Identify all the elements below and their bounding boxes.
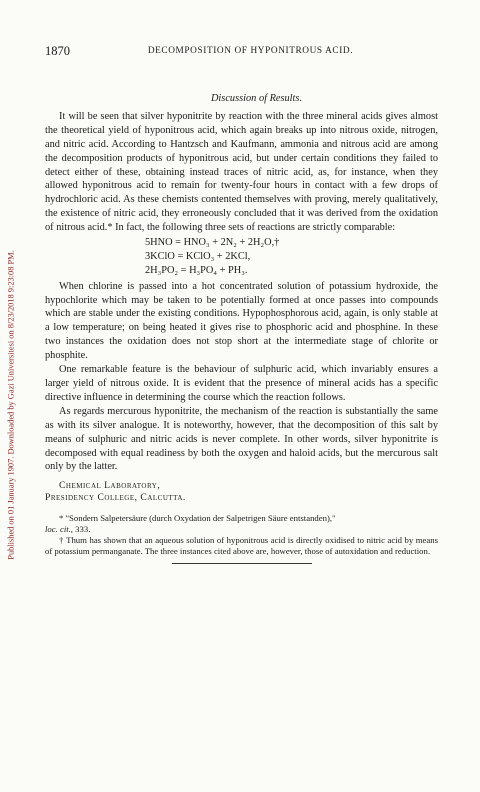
equation-3: 2H₃PO₂ = H₃PO₄ + PH₃. [145,265,248,277]
paragraph-2: When chlorine is passed into a hot concentrated solution of potassium hydroxide, the hypochlorite which may be taken to be potentially formed at once passes into compounds which are stable under the existing conditions. Hypophosphorous acid, again, is only stable at a low temperature; on being heated it gives rise to phosphoric acid and phosphine. In these two instances the oxidation does not stop short at the intermediate stage of chlorite or phosphite. [45,280,438,362]
download-stamp-text: Published on 01 January 1907. Downloaded by Gazi Universitesi on 8/23/2018 9:23:08 PM. [6,250,16,560]
equation-1: 5HNO = HNO₃ + 2N₂ + 2H₂O,† [145,237,280,249]
page-header [45,44,438,60]
footnotes [45,513,438,564]
paragraph-3: One remarkable feature is the behaviour of sulphuric acid, which invariably ensures a larger yield of nitrous oxide. It is evident that the presence of mineral acids has a specific directive influence in determining the course which the reaction follows. [45,364,438,403]
end-rule [172,563,312,564]
footnote-2: † Thum has shown that an aqueous solution of hyponitrous acid is directly oxidised to nitric acid by means of potassium permanganate. The three instances cited above are, however, those of autoxidation and reduction. [45,535,438,557]
section-title: Discussion of Results. [210,93,303,104]
affiliation [45,480,438,504]
affiliation-college: Presidency College, Calcutta. [45,492,186,504]
equation-2: 3KClO = KClO₃ + 2KCl, [145,251,251,263]
footnote-1-page: 333. [72,524,91,535]
running-title: DECOMPOSITION OF HYPONITROUS ACID. [147,45,354,56]
equation-block [45,236,438,279]
download-stamp [0,0,22,792]
footnote-1 [45,513,438,535]
page-number: 1870 [45,44,70,58]
footnote-1-quote: * "Sondern Salpetersäure (durch Oxydation der Salpetrigen Säure entstanden)," [59,513,336,524]
affiliation-lab: Chemical Laboratory, [59,480,161,492]
page-body [45,92,438,564]
footnote-1-ref: loc. cit., [45,524,73,535]
paragraph-4: As regards mercurous hyponitrite, the mechanism of the reaction is substantially the same as with its silver analogue. It is noteworthy, however, that the decomposition of this salt by means of sulphuric and nitric acids is never complete. In other words, silver hyponitrite is decomposed with equal readiness by both the oxygen and haloid acids, but the mercurous salt only by the latter. [45,405,438,473]
paragraph-1: It will be seen that silver hyponitrite by reaction with the three mineral acids gives almost the theoretical yield of hyponitrous acid, which again breaks up into nitrous oxide, nitrogen, and nitric acid. According to Hantzsch and Kaufmann, ammonia and nitrous acid are among the decomposition products of hyponitrous acid, but under certain conditions they failed to detect either of these, obtaining instead traces of nitric acid, as, for instance, when they allowed hyponitrous acid to remain for twenty-four hours in contact with a few drops of hydrochloric acid. As these chemists contented themselves with proving, merely qualitatively, the existence of nitric acid, they erroneously concluded that it was derived from the oxidation of nitrous acid.* In fact, the following three sets of reactions are strictly comparable: [45,110,438,234]
